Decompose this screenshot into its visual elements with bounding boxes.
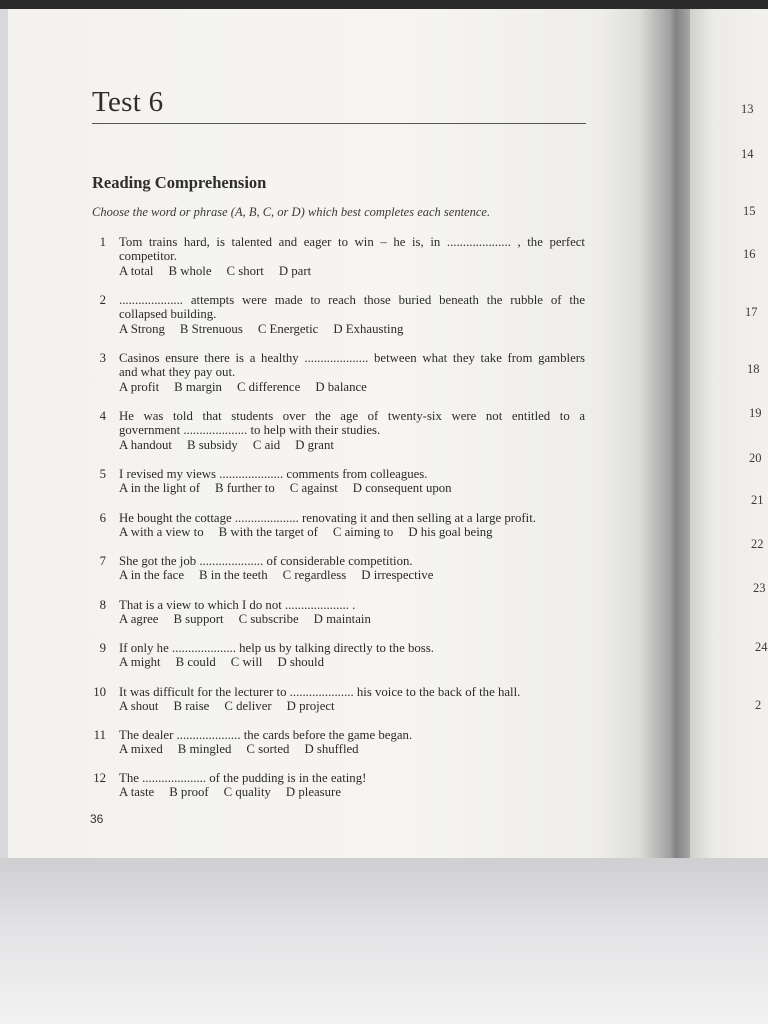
answer-option: C Energetic xyxy=(257,321,319,336)
question-number: 3 xyxy=(99,351,106,365)
facing-page-number: 14 xyxy=(741,147,754,161)
question-stem-line: collapsed building. xyxy=(119,307,217,322)
question-stem xyxy=(119,641,585,655)
answer-option: B mingled xyxy=(177,742,232,757)
answer-option: D shuffled xyxy=(304,742,359,757)
answer-option: D consequent upon xyxy=(352,481,452,496)
answer-options xyxy=(119,322,418,336)
answer-option: A in the light of xyxy=(119,481,201,496)
answer-option: B with the target of xyxy=(218,525,318,540)
question-stem xyxy=(119,293,585,322)
question-number: 6 xyxy=(99,511,106,525)
answer-option: C against xyxy=(289,481,338,496)
answer-option: A mixed xyxy=(119,742,163,757)
question-stem-line: That is a view to which I do not .................... . xyxy=(119,598,356,612)
answer-option: A agree xyxy=(119,612,159,627)
answer-options xyxy=(119,438,349,452)
facing-page-number: 19 xyxy=(749,406,762,420)
question-stem xyxy=(119,685,585,699)
question-stem-line: competitor. xyxy=(119,249,177,264)
scan-top-edge xyxy=(0,0,768,9)
question-stem-line: government .................... to help with their studies. xyxy=(119,423,381,438)
answer-option: C sorted xyxy=(246,742,290,757)
question-stem-line: I revised my views .................... comments from colleagues. xyxy=(119,467,428,481)
question-stem-line: and what they pay out. xyxy=(119,365,236,380)
answer-option: C subscribe xyxy=(238,612,299,627)
question-stem-line: He bought the cottage .................... renovating it and then selling at a large profit. xyxy=(119,511,536,525)
answer-option: D his goal being xyxy=(408,525,493,540)
answer-options xyxy=(119,612,386,626)
answer-options xyxy=(119,785,356,799)
answer-option: B subsidy xyxy=(186,437,238,452)
section-heading: Reading Comprehension xyxy=(92,173,267,192)
answer-options xyxy=(119,380,382,394)
question-number: 9 xyxy=(99,641,106,655)
answer-option: A might xyxy=(119,655,161,670)
answer-option: B in the teeth xyxy=(199,568,268,583)
question-stem xyxy=(119,728,585,742)
facing-page-number: 15 xyxy=(743,204,756,218)
answer-option: C short xyxy=(226,263,264,278)
answer-option: B proof xyxy=(169,785,209,800)
answer-options xyxy=(119,742,374,756)
answer-option: D part xyxy=(278,263,312,278)
question-stem-line: The dealer .................... the cards before the game began. xyxy=(119,728,413,742)
answer-option: A with a view to xyxy=(119,525,204,540)
question-stem xyxy=(119,235,585,264)
answer-option: C difference xyxy=(236,379,301,394)
answer-option: A profit xyxy=(119,379,160,394)
scan-background xyxy=(0,858,768,1024)
answer-option: A taste xyxy=(119,785,155,800)
answer-option: B support xyxy=(173,612,224,627)
answer-option: D Exhausting xyxy=(333,321,404,336)
facing-page-number: 23 xyxy=(753,581,766,595)
facing-page-number: 21 xyxy=(751,493,764,507)
question-stem-line: He was told that students over the age of twenty-six were not entitled to a xyxy=(119,409,585,423)
facing-page-number: 2 xyxy=(755,698,762,712)
question-stem-line: If only he .................... help us by talking directly to the boss. xyxy=(119,641,434,655)
question-stem xyxy=(119,771,585,785)
answer-option: D maintain xyxy=(313,612,371,627)
facing-page-number: 22 xyxy=(751,537,764,551)
question-number: 12 xyxy=(93,771,106,785)
answer-option: D balance xyxy=(315,379,367,394)
title-divider xyxy=(92,123,586,124)
answer-option: A in the face xyxy=(119,568,185,583)
answer-option: A total xyxy=(119,263,154,278)
answer-option: C regardless xyxy=(282,568,347,583)
question-stem xyxy=(119,511,585,525)
facing-page xyxy=(690,9,768,858)
page-title: Test 6 xyxy=(92,86,164,118)
question-stem-line: She got the job .................... of considerable competition. xyxy=(119,554,413,568)
page-number: 36 xyxy=(90,812,104,826)
answer-option: C will xyxy=(230,655,263,670)
answer-option: D project xyxy=(286,699,335,714)
facing-page-number: 16 xyxy=(743,247,756,261)
answer-options xyxy=(119,264,326,278)
answer-option: B raise xyxy=(173,699,210,714)
answer-option: C quality xyxy=(223,785,271,800)
answer-option: C aid xyxy=(252,437,281,452)
answer-options xyxy=(119,525,508,539)
answer-option: A Strong xyxy=(119,321,165,336)
answer-option: C aiming to xyxy=(332,525,394,540)
answer-option: B margin xyxy=(174,379,222,394)
facing-page-number: 17 xyxy=(745,305,758,319)
question-number: 4 xyxy=(99,409,106,423)
facing-page-number: 24 xyxy=(755,640,768,654)
answer-options xyxy=(119,568,448,582)
question-number: 2 xyxy=(99,293,106,307)
question-number: 7 xyxy=(99,554,106,568)
answer-option: B whole xyxy=(168,263,212,278)
answer-options xyxy=(119,481,467,495)
question-number: 8 xyxy=(99,598,106,612)
answer-option: D should xyxy=(277,655,325,670)
question-number: 1 xyxy=(99,235,106,249)
question-stem xyxy=(119,351,585,380)
question-stem-line: It was difficult for the lecturer to .................... his voice to the back of the hall. xyxy=(119,685,521,699)
answer-option: B Strenuous xyxy=(179,321,243,336)
answer-option: A shout xyxy=(119,699,159,714)
question-stem xyxy=(119,598,585,612)
question-stem-line: The .................... of the pudding is in the eating! xyxy=(119,771,367,785)
question-number: 10 xyxy=(93,685,106,699)
instructions: Choose the word or phrase (A, B, C, or D) which best completes each sentence. xyxy=(92,205,491,219)
answer-option: D irrespective xyxy=(361,568,434,583)
question-stem-line: .................... attempts were made to reach those buried beneath the rubble of the xyxy=(119,293,585,307)
answer-option: B could xyxy=(175,655,216,670)
question-stem-line: Casinos ensure there is a healthy .................... between what they take from gamblers xyxy=(119,351,585,365)
answer-option: A handout xyxy=(119,437,172,452)
answer-options xyxy=(119,699,350,713)
facing-page-number: 18 xyxy=(747,362,760,376)
answer-options xyxy=(119,655,339,669)
answer-option: C deliver xyxy=(224,699,272,714)
facing-page-number: 13 xyxy=(741,102,754,116)
answer-option: D pleasure xyxy=(285,785,341,800)
question-stem xyxy=(119,467,585,481)
answer-option: D grant xyxy=(295,437,334,452)
question-stem xyxy=(119,409,585,438)
question-stem-line: Tom trains hard, is talented and eager to win – he is, in .................... , the perfect xyxy=(119,235,585,249)
question-number: 11 xyxy=(93,728,106,742)
question-stem xyxy=(119,554,585,568)
answer-option: B further to xyxy=(215,481,275,496)
question-number: 5 xyxy=(99,467,106,481)
facing-page-number: 20 xyxy=(749,451,762,465)
